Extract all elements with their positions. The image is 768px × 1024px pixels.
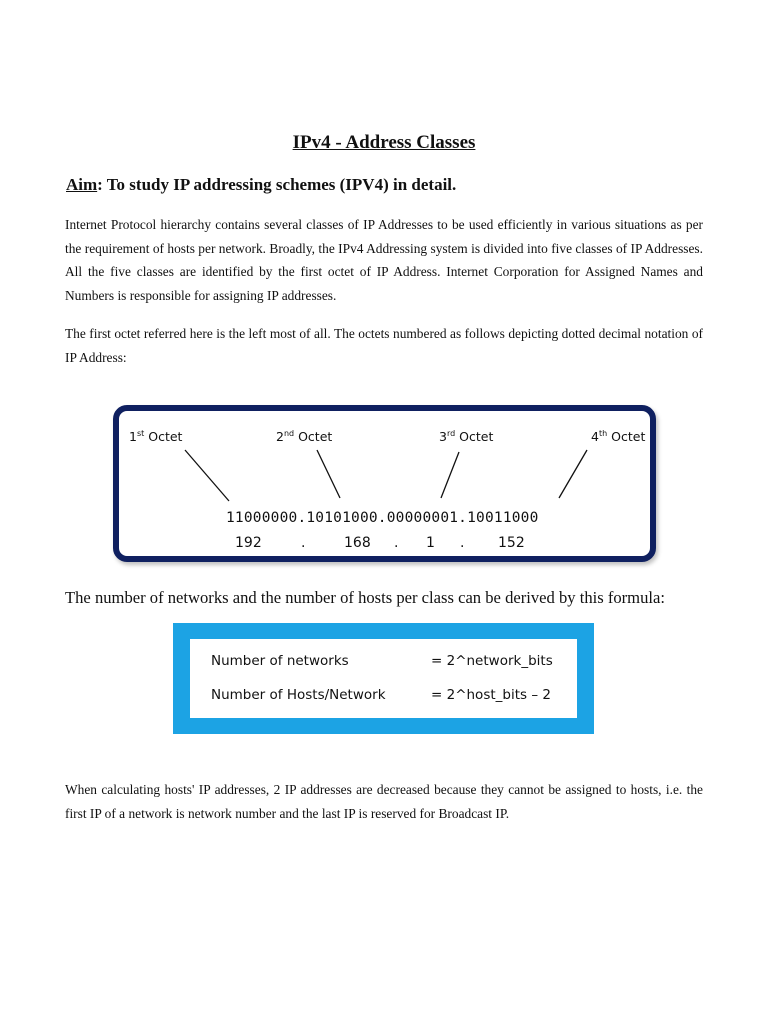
octet-label-3: 3rd Octet bbox=[439, 429, 494, 445]
octets-paragraph: The first octet referred here is the left most of all. The octets numbered as follows depicting dotted decimal notation of IP Address: bbox=[65, 326, 703, 365]
intro-paragraph: Internet Protocol hierarchy contains several classes of IP Addresses to be used efficiently in various situations as per the requirement of hosts per network. Broadly, the IPv4 Addressing system is divided into five classes of IP Addresses. All the five classes are identified by the first octet of IP Address. Internet Corporation for Assigned Names and Numbers is responsible for assigning IP addresses. bbox=[65, 217, 703, 303]
hosts-paragraph: When calculating hosts' IP addresses, 2 IP addresses are decreased because they cannot be assigned to hosts, i.e. the first IP of a network is network number and the last IP is reserved for Broadcast IP. bbox=[65, 782, 703, 821]
page-title: IPv4 - Address Classes bbox=[292, 132, 476, 153]
formula-box bbox=[173, 623, 594, 734]
decimal-octet-4: 152 bbox=[498, 535, 525, 551]
decimal-octet-1: 192 bbox=[235, 535, 262, 551]
octet-diagram bbox=[113, 405, 656, 562]
octet-line-1 bbox=[185, 450, 229, 501]
networks-formula-label: Number of networks bbox=[211, 653, 349, 669]
octet-line-3 bbox=[441, 452, 459, 498]
aim-label: Aim bbox=[66, 175, 98, 194]
aim-text: : To study IP addressing schemes (IPV4) in detail. bbox=[97, 175, 457, 194]
octet-line-4 bbox=[559, 450, 587, 498]
decimal-dot-3: . bbox=[460, 535, 465, 551]
octet-line-2 bbox=[317, 450, 340, 498]
binary-address: 11000000.10101000.00000001.10011000 bbox=[226, 510, 539, 526]
hosts-formula-label: Number of Hosts/Network bbox=[211, 687, 386, 703]
formula-inner-box bbox=[187, 636, 580, 721]
decimal-dot-2: . bbox=[394, 535, 399, 551]
aim-heading bbox=[66, 175, 456, 195]
formula-intro: The number of networks and the number of hosts per class can be derived by this formula: bbox=[65, 588, 665, 607]
decimal-octet-3: 1 bbox=[426, 535, 435, 551]
decimal-octet-2: 168 bbox=[344, 535, 371, 551]
networks-formula-value: = 2^network_bits bbox=[431, 653, 553, 669]
octet-connector-lines bbox=[119, 411, 650, 556]
decimal-dot-1: . bbox=[301, 535, 306, 551]
octet-label-1: 1st Octet bbox=[129, 429, 183, 445]
octet-label-2: 2nd Octet bbox=[276, 429, 333, 445]
hosts-formula-value: = 2^host_bits – 2 bbox=[431, 687, 551, 703]
octet-label-4: 4th Octet bbox=[591, 429, 646, 445]
